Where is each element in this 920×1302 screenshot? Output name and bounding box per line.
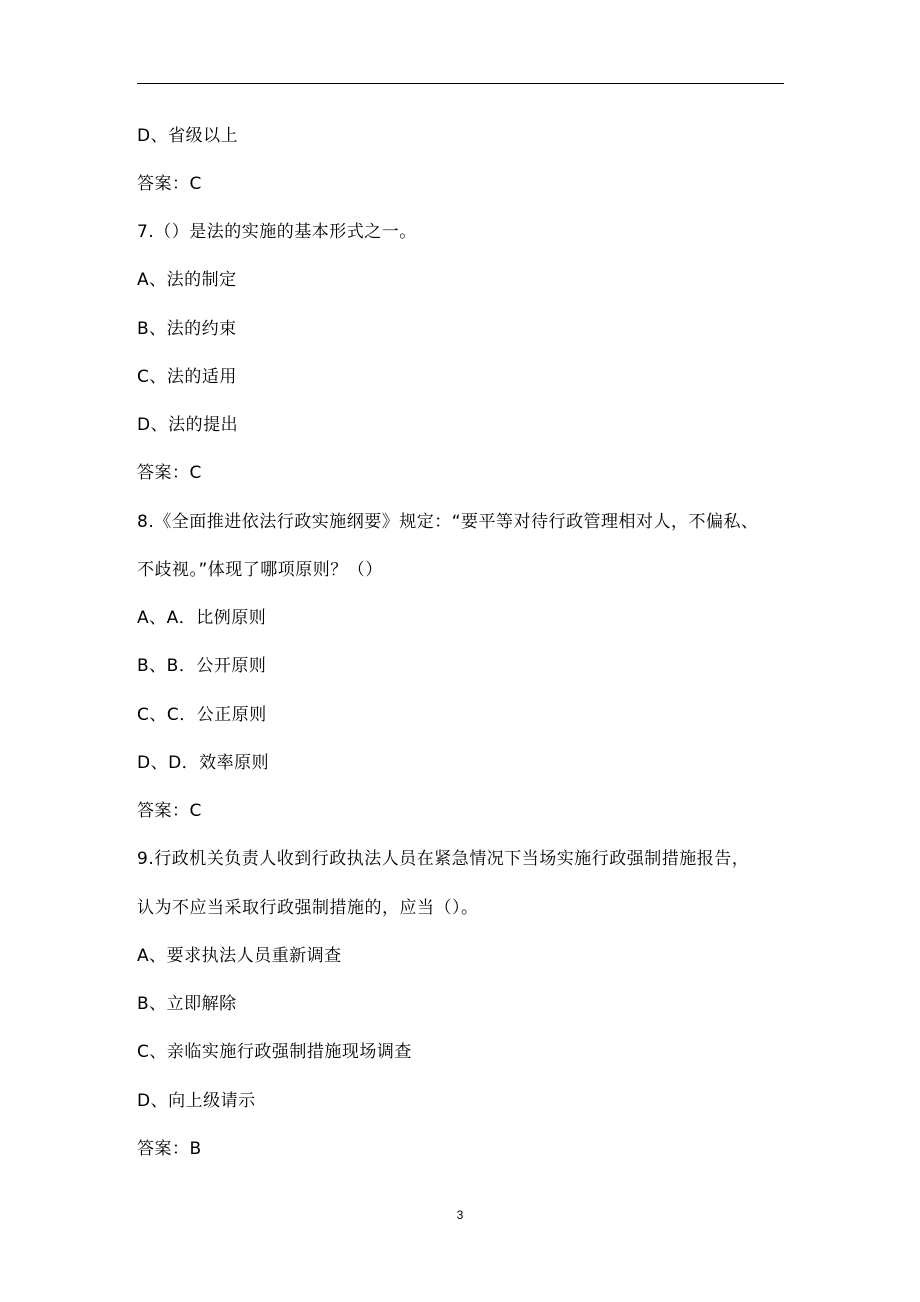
- option-b-q8: B、B．公开原则: [137, 656, 267, 676]
- header-rule: [137, 83, 784, 84]
- question-9-line-2: 认为不应当采取行政强制措施的，应当（）。: [137, 898, 479, 918]
- option-d-q7: D、法的提出: [137, 415, 239, 435]
- option-a-q7: A、法的制定: [137, 270, 237, 290]
- answer-q8: 答案：C: [137, 801, 202, 821]
- option-b-q7: B、法的约束: [137, 319, 237, 339]
- option-d-q6: D、省级以上: [137, 126, 239, 146]
- question-8-line-1: 8.《全面推进依法行政实施纲要》规定：“要平等对待行政管理相对人，不偏私、: [137, 512, 759, 532]
- answer-q9: 答案：B: [137, 1139, 202, 1159]
- option-d-q8: D、D．效率原则: [137, 753, 270, 773]
- question-7: 7.（）是法的实施的基本形式之一。: [137, 222, 417, 242]
- option-c-q8: C、C．公正原则: [137, 705, 267, 725]
- option-a-q8: A、A．比例原则: [137, 608, 267, 628]
- option-c-q9: C、亲临实施行政强制措施现场调查: [137, 1042, 412, 1062]
- answer-q6: 答案：C: [137, 174, 202, 194]
- page-number: 3: [456, 1208, 464, 1222]
- option-a-q9: A、要求执法人员重新调查: [137, 946, 342, 966]
- question-8-line-2: 不歧视。”体现了哪项原则？（）: [137, 560, 383, 580]
- question-9-line-1: 9.行政机关负责人收到行政执法人员在紧急情况下当场实施行政强制措施报告，: [137, 849, 750, 869]
- option-b-q9: B、立即解除: [137, 994, 237, 1014]
- answer-q7: 答案：C: [137, 463, 202, 483]
- option-c-q7: C、法的适用: [137, 367, 237, 387]
- option-d-q9: D、向上级请示: [137, 1091, 256, 1111]
